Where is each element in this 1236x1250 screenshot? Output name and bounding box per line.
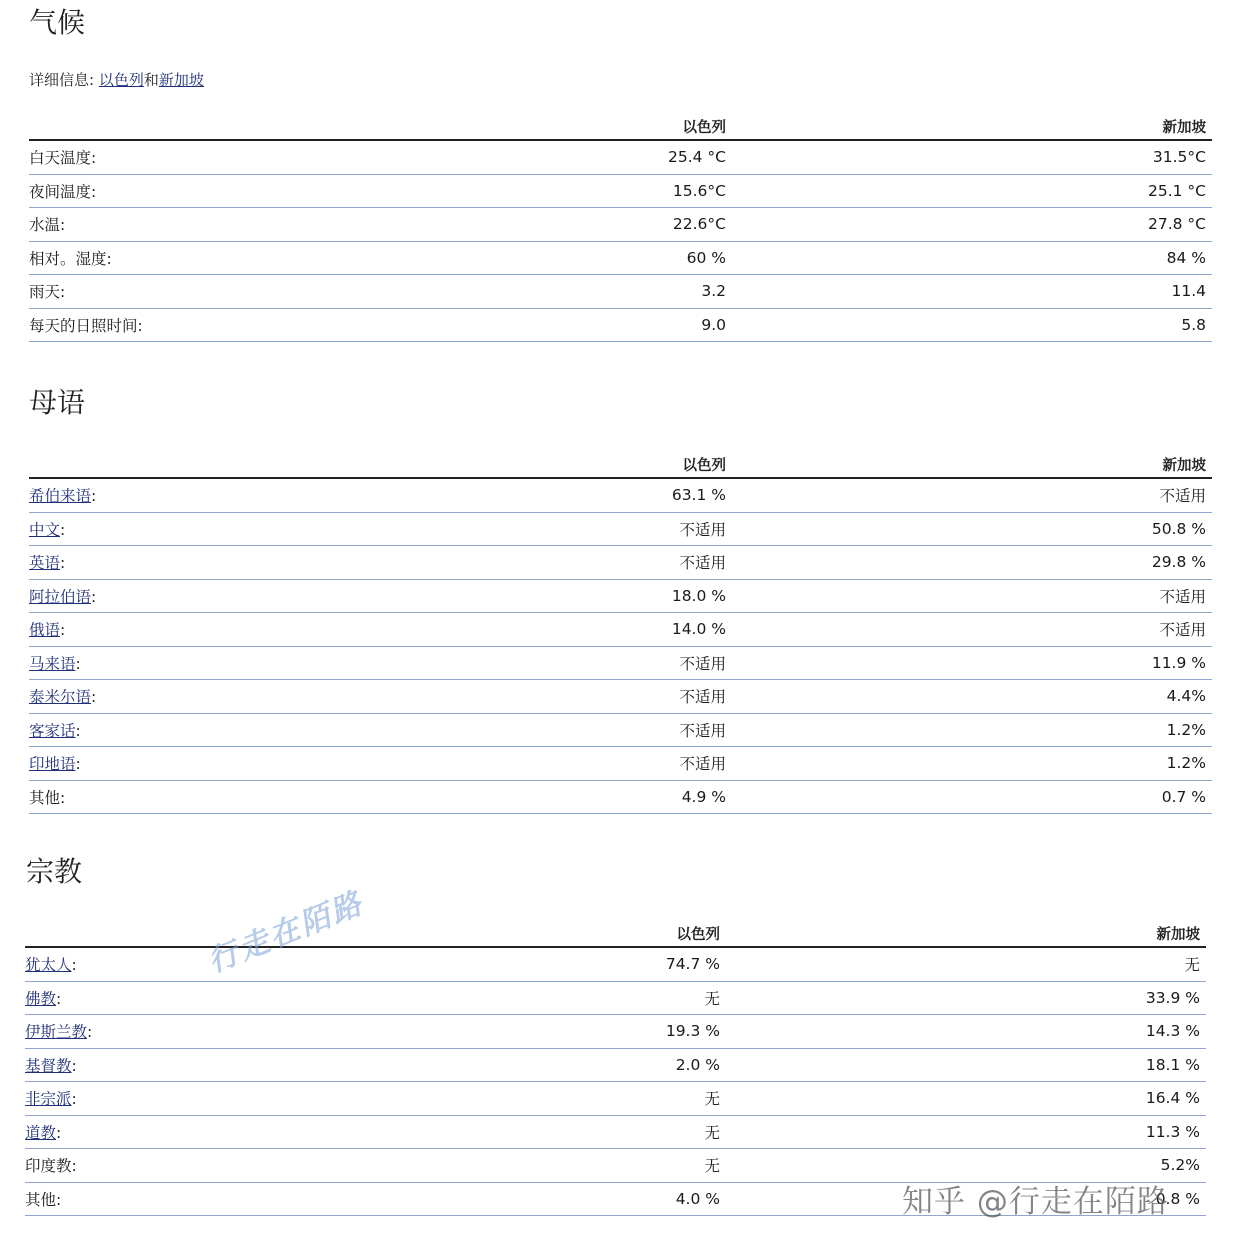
language-link[interactable]: 泰米尔语 — [29, 688, 92, 707]
table-row — [25, 1048, 1206, 1082]
table-row — [29, 780, 1212, 814]
row-label: 相对。湿度: — [29, 241, 502, 275]
header-singapore: 新加坡 — [732, 454, 1212, 478]
row-label: 阿拉伯语: — [29, 579, 502, 613]
singapore-value: 29.8 % — [732, 546, 1212, 580]
table-row — [25, 981, 1206, 1015]
table-row — [25, 1015, 1206, 1049]
israel-value: 15.6°C — [502, 174, 732, 208]
table-header-row — [29, 454, 1212, 478]
climate-title: 气候 — [29, 6, 86, 39]
header-israel: 以色列 — [502, 454, 732, 478]
detail-label: 详细信息: — [29, 71, 95, 89]
israel-value: 18.0 % — [502, 579, 732, 613]
israel-value: 无 — [496, 1115, 726, 1149]
detail-link-sep: 和 — [143, 71, 159, 89]
israel-value: 无 — [496, 1149, 726, 1183]
israel-value: 不适用 — [502, 713, 732, 747]
singapore-value: 1.2% — [732, 747, 1212, 781]
israel-value: 不适用 — [502, 747, 732, 781]
table-row — [29, 174, 1212, 208]
row-label: 基督教: — [25, 1048, 496, 1082]
singapore-value: 84 % — [732, 241, 1212, 275]
header-label-cell — [29, 454, 502, 478]
climate-table — [29, 116, 1212, 342]
singapore-value: 5.8 — [732, 308, 1212, 342]
row-label: 水温: — [29, 208, 502, 242]
israel-value: 无 — [496, 981, 726, 1015]
israel-value: 不适用 — [502, 512, 732, 546]
singapore-value: 无 — [726, 947, 1206, 981]
watermark-text: 行走在陌路 — [202, 885, 370, 980]
table-row — [29, 747, 1212, 781]
row-label: 希伯来语: — [29, 478, 502, 512]
table-row — [29, 579, 1212, 613]
row-label: 泰米尔语: — [29, 680, 502, 714]
singapore-value: 50.8 % — [732, 512, 1212, 546]
row-label: 非宗派: — [25, 1082, 496, 1116]
row-label: 道教: — [25, 1115, 496, 1149]
israel-value: 19.3 % — [496, 1015, 726, 1049]
language-link[interactable]: 希伯来语 — [29, 487, 92, 506]
row-label: 印度教: — [25, 1149, 496, 1183]
language-table — [29, 454, 1212, 814]
table-row — [29, 275, 1212, 309]
row-label: 俄语: — [29, 613, 502, 647]
table-row — [29, 512, 1212, 546]
row-label: 雨天: — [29, 275, 502, 309]
language-link[interactable]: 印地语 — [29, 755, 76, 774]
singapore-value: 11.4 — [732, 275, 1212, 309]
row-label: 客家话: — [29, 713, 502, 747]
singapore-value: 0.7 % — [732, 780, 1212, 814]
table-row — [29, 713, 1212, 747]
row-label: 白天温度: — [29, 140, 502, 174]
table-row — [29, 208, 1212, 242]
row-label: 中文: — [29, 512, 502, 546]
table-row — [29, 308, 1212, 342]
israel-value: 25.4 °C — [502, 140, 732, 174]
religion-link[interactable]: 道教 — [25, 1123, 57, 1142]
row-label: 马来语: — [29, 646, 502, 680]
row-label: 佛教: — [25, 981, 496, 1015]
religion-table — [25, 923, 1206, 1216]
religion-link[interactable]: 犹太人 — [25, 956, 72, 975]
religion-link[interactable]: 佛教 — [25, 989, 57, 1008]
language-link[interactable]: 马来语 — [29, 654, 76, 673]
row-label: 其他: — [29, 780, 502, 814]
row-label: 印地语: — [29, 747, 502, 781]
singapore-value: 16.4 % — [726, 1082, 1206, 1116]
header-israel: 以色列 — [502, 116, 732, 140]
singapore-value: 33.9 % — [726, 981, 1206, 1015]
table-header-row — [29, 116, 1212, 140]
israel-value: 9.0 — [502, 308, 732, 342]
singapore-value: 11.9 % — [732, 646, 1212, 680]
table-row — [29, 241, 1212, 275]
singapore-value: 18.1 % — [726, 1048, 1206, 1082]
singapore-value: 25.1 °C — [732, 174, 1212, 208]
language-link[interactable]: 中文 — [29, 520, 61, 539]
row-label: 犹太人: — [25, 947, 496, 981]
table-row — [25, 947, 1206, 981]
singapore-value: 14.3 % — [726, 1015, 1206, 1049]
religion-link[interactable]: 伊斯兰教 — [25, 1023, 88, 1042]
israel-value: 3.2 — [502, 275, 732, 309]
table-row — [29, 613, 1212, 647]
header-singapore: 新加坡 — [726, 923, 1206, 947]
row-label: 其他: — [25, 1182, 496, 1216]
singapore-value: 31.5°C — [732, 140, 1212, 174]
singapore-value: 0.8 % — [726, 1182, 1206, 1216]
israel-value: 2.0 % — [496, 1048, 726, 1082]
header-israel: 以色列 — [496, 923, 726, 947]
table-row — [29, 646, 1212, 680]
israel-value: 不适用 — [502, 680, 732, 714]
language-link[interactable]: 俄语 — [29, 621, 61, 640]
singapore-value: 11.3 % — [726, 1115, 1206, 1149]
singapore-value: 5.2% — [726, 1149, 1206, 1183]
brand-watermark: 知乎 @行走在陌路 — [902, 1184, 1169, 1220]
singapore-value: 27.8 °C — [732, 208, 1212, 242]
climate-detail — [29, 69, 204, 90]
table-row — [25, 1115, 1206, 1149]
table-row — [29, 140, 1212, 174]
header-singapore: 新加坡 — [732, 116, 1212, 140]
table-row — [29, 680, 1212, 714]
israel-value: 4.9 % — [502, 780, 732, 814]
religion-title: 宗教 — [26, 855, 83, 888]
language-title: 母语 — [29, 386, 86, 419]
religion-label: 印度教 — [25, 1157, 72, 1176]
israel-value: 60 % — [502, 241, 732, 275]
table-row — [25, 1082, 1206, 1116]
israel-value: 不适用 — [502, 546, 732, 580]
singapore-value: 1.2% — [732, 713, 1212, 747]
israel-value: 74.7 % — [496, 947, 726, 981]
religion-link[interactable]: 非宗派 — [25, 1090, 72, 1109]
row-label: 每天的日照时间: — [29, 308, 502, 342]
header-label-cell — [29, 116, 502, 140]
israel-value: 22.6°C — [502, 208, 732, 242]
singapore-value: 不适用 — [732, 613, 1212, 647]
table-row — [29, 478, 1212, 512]
detail-link-singapore[interactable]: 新加坡 — [158, 71, 204, 89]
israel-value: 4.0 % — [496, 1182, 726, 1216]
israel-value: 无 — [496, 1082, 726, 1116]
language-link[interactable]: 客家话 — [29, 721, 76, 740]
language-link[interactable]: 英语 — [29, 554, 61, 573]
israel-value: 14.0 % — [502, 613, 732, 647]
row-label: 英语: — [29, 546, 502, 580]
language-link[interactable]: 阿拉伯语 — [29, 587, 92, 606]
israel-value: 不适用 — [502, 646, 732, 680]
singapore-value: 不适用 — [732, 478, 1212, 512]
detail-link-israel[interactable]: 以色列 — [98, 71, 144, 89]
israel-value: 63.1 % — [502, 478, 732, 512]
singapore-value: 不适用 — [732, 579, 1212, 613]
row-label: 夜间温度: — [29, 174, 502, 208]
table-row — [29, 546, 1212, 580]
religion-link[interactable]: 基督教 — [25, 1056, 72, 1075]
singapore-value: 4.4% — [732, 680, 1212, 714]
row-label: 伊斯兰教: — [25, 1015, 496, 1049]
